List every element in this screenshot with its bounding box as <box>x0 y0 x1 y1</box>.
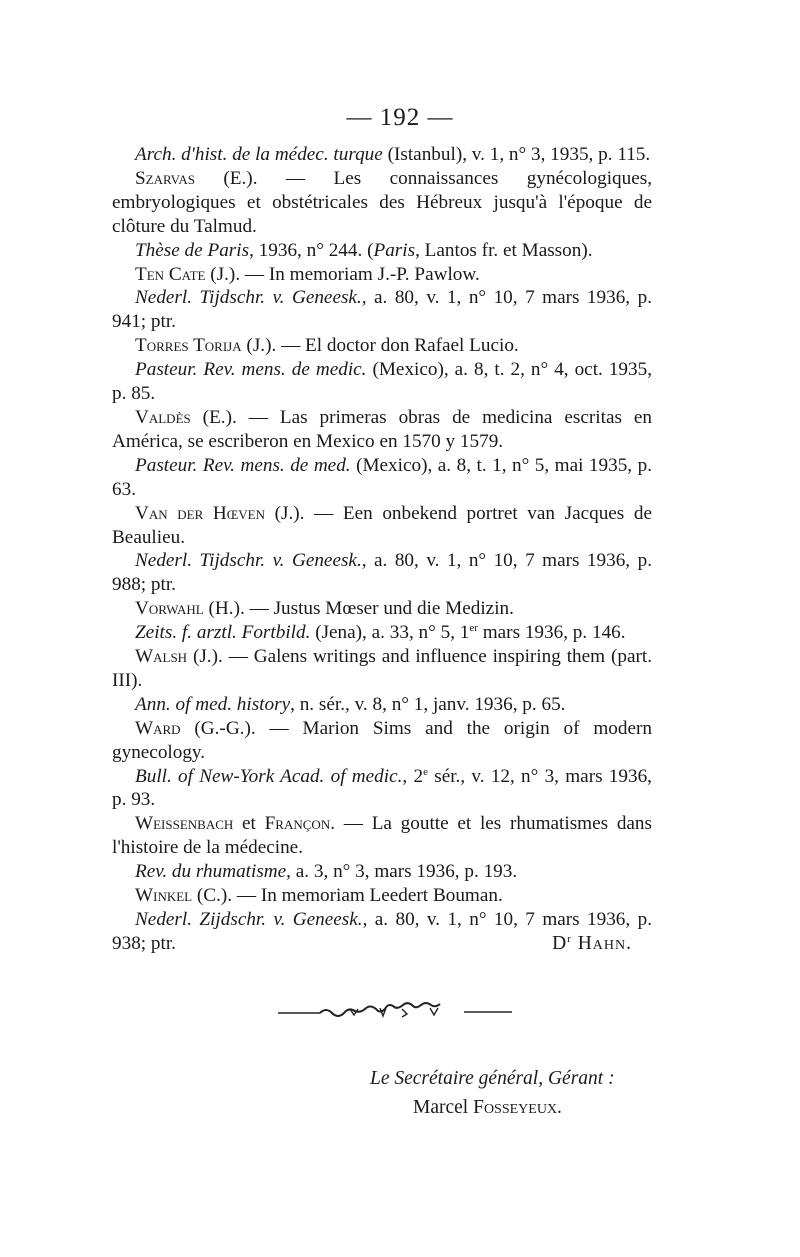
entry-text: . — El doctor don Rafael Lucio. <box>271 335 519 357</box>
entry-text: . — Les connaissances gynécologiques, embryologiques et obstétricales des Hébreux jusqu'à l'époque de clôture du Talmud. <box>112 167 652 237</box>
journal-title: Nederl. Zijdschr. v. Geneesk. <box>135 909 363 930</box>
footer-first-name: Marcel <box>413 1097 474 1118</box>
entry-text: . — Galens writings and influence inspiring them (part. III). <box>112 646 652 691</box>
entry-text: et <box>233 813 265 835</box>
journal-title: Nederl. Tijdschr. v. Geneesk. <box>135 287 362 309</box>
entry-text: , a. 3, n° 3, mars 1936, p. 193. <box>286 861 518 883</box>
entry-text: sér., v. 12, n° 3, mars 1936, p. 93. <box>112 765 652 811</box>
entry-text: . — La goutte et les rhumatismes dans l'histoire de la médecine. <box>112 813 652 859</box>
entry-text: . — In memoriam Leedert Bouman. <box>227 885 503 907</box>
author-name: Torres Torija (J.) <box>135 335 272 357</box>
entry-text: , n. sér., v. 8, n° 1, janv. 1936, p. 65. <box>290 693 566 715</box>
bib-author-entry <box>112 645 652 693</box>
journal-title: Paris <box>373 239 416 261</box>
journal-title: Nederl. Tijdschr. v. Geneesk. <box>135 550 362 572</box>
bib-journal-entry <box>112 765 652 813</box>
entry-text: er <box>469 622 478 635</box>
bib-author-entry <box>112 263 652 287</box>
page-number: — 192 — <box>346 104 454 131</box>
journal-title: Zeits. f. arztl. Fortbild. <box>135 622 311 644</box>
entry-text: mars 1936, p. 146. <box>477 622 626 644</box>
author-name: Vorwahl (H.) <box>135 598 240 620</box>
bib-journal-entry <box>112 239 652 263</box>
bib-author-entry <box>112 406 652 454</box>
bib-author-entry <box>112 334 652 358</box>
entry-text: (Istanbul), v. 1, n° 3, 1935, p. 115. <box>382 144 651 165</box>
entry-text: e <box>423 765 428 778</box>
journal-title: Pasteur. Rev. mens. de medic. <box>135 359 367 381</box>
entry-text: . — Een onbekend portret van Jacques de Beaulieu. <box>112 502 652 548</box>
bib-journal-entry <box>112 286 652 334</box>
author-name: Valdès (E.) <box>135 406 232 428</box>
author-name: Szarvas (E.) <box>135 167 253 189</box>
bib-journal-entry <box>112 621 652 645</box>
author-name: Ward (G.-G.) <box>135 717 251 739</box>
ornament-divider <box>0 1000 800 1024</box>
author-name: Winkel (C.) <box>135 885 228 907</box>
bib-journal-entry <box>112 358 652 406</box>
signature-name: Hahn. <box>577 933 632 954</box>
bib-author-entry <box>112 502 652 550</box>
author-name: Van der Hœven (J.) <box>135 502 300 524</box>
bib-journal-entry <box>112 549 652 597</box>
journal-title: Ann. of med. history <box>135 693 291 715</box>
bibliography-list <box>112 143 652 956</box>
bib-journal-entry <box>112 454 652 502</box>
entry-text: . — Marion Sims and the origin of modern gynecology. <box>112 717 652 763</box>
journal-title: Arch. d'hist. de la médec. turque <box>135 144 383 165</box>
entry-text: , Lantos fr. et Masson). <box>415 239 593 261</box>
journal-title: Thèse de Paris <box>135 239 250 261</box>
signature <box>552 933 632 955</box>
bib-author-entry <box>112 884 652 908</box>
entry-text: , 2 <box>402 765 424 787</box>
entry-text: . — Justus Mœser und die Medizin. <box>239 598 514 620</box>
author-name: Ten Cate (J.) <box>135 263 236 285</box>
entry-text: . — Las primeras obras de medicina escritas en América, se escriberon en Mexico en 1570 y 1579. <box>112 406 652 452</box>
author-name: Walsh (J.) <box>135 646 218 668</box>
author-name: Françon <box>264 813 331 835</box>
entry-text: . — In memoriam J.-P. Pawlow. <box>235 263 480 285</box>
footer-title: Le Secrétaire général, Gérant : <box>370 1068 615 1089</box>
journal-title: Rev. du rhumatisme <box>135 861 287 883</box>
signature-prefix: D <box>552 933 568 954</box>
entry-text: , 1936, n° 244. ( <box>249 239 374 261</box>
bib-author-entry <box>112 597 652 621</box>
footer-name <box>413 1097 562 1119</box>
entry-text: (Mexico), a. 8, t. 1, n° 5, mai 1935, p. 63. <box>112 454 652 500</box>
entry-text: , a. 80, v. 1, n° 10, 7 mars 1936, p. 941; ptr. <box>112 287 652 333</box>
footer-last-name: Fosseyeux. <box>473 1097 562 1118</box>
author-name: Weissenbach <box>135 813 234 835</box>
entry-text: , a. 80, v. 1, n° 10, 7 mars 1936, p. 988; ptr. <box>112 550 652 596</box>
bib-author-entry <box>112 717 652 765</box>
bib-author-entry <box>112 812 652 860</box>
journal-title: Pasteur. Rev. mens. de med. <box>135 454 351 476</box>
bib-author-entry <box>112 167 652 239</box>
bib-journal-entry <box>112 693 652 717</box>
bib-journal-entry <box>112 860 652 884</box>
signature-sup: r <box>567 933 572 945</box>
entry-text: (Mexico), a. 8, t. 2, n° 4, oct. 1935, p. 85. <box>112 359 653 405</box>
entry-text: , a. 80, v. 1, n° 10, 7 mars 1936, p. 938; ptr. <box>112 909 652 954</box>
bib-journal-entry <box>112 143 652 167</box>
journal-title: Bull. of New-York Acad. of medic. <box>135 765 403 787</box>
entry-text: (Jena), a. 33, n° 5, 1 <box>310 622 470 644</box>
